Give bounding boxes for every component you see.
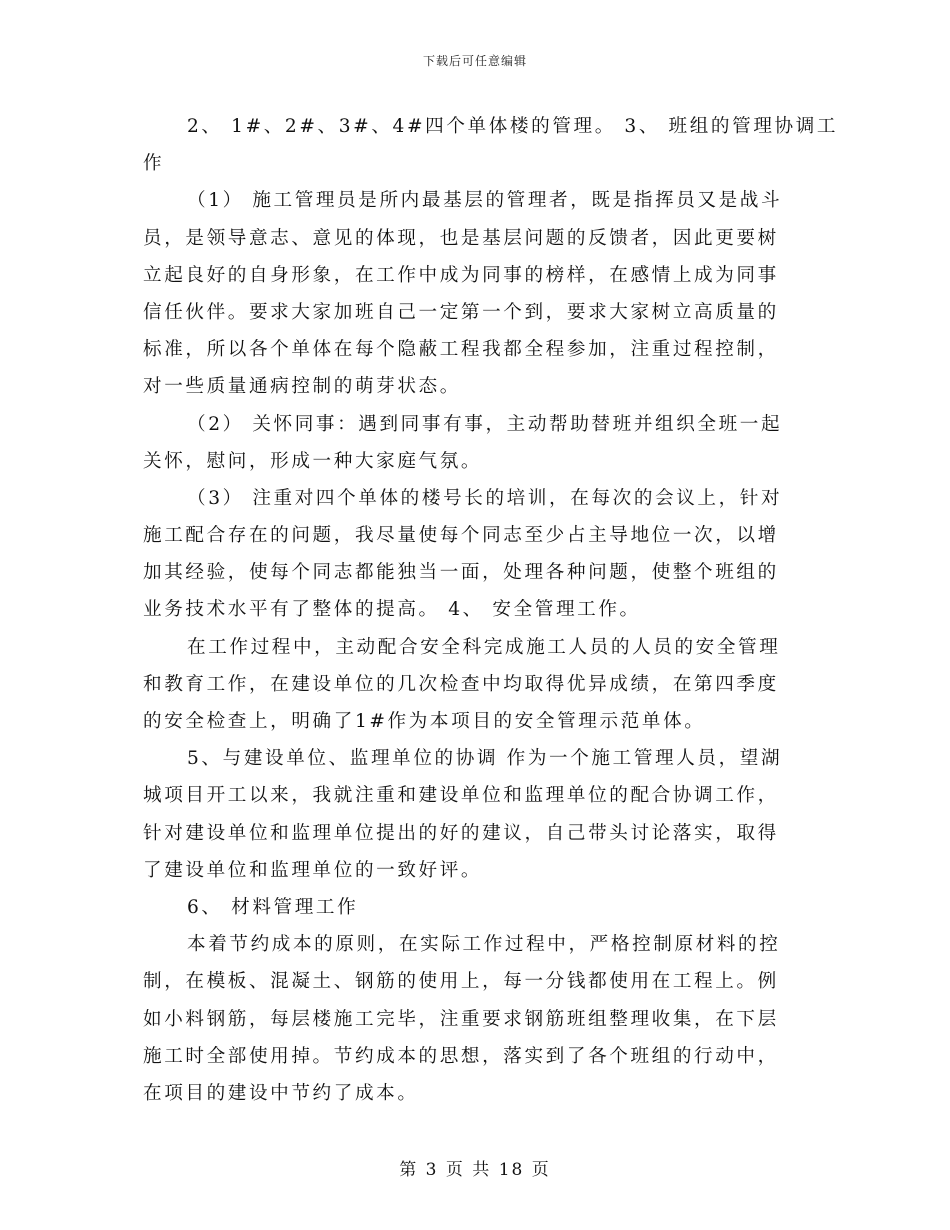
text-line: 施工时全部使用掉。节约成本的思想，落实到了各个班组的行动中， — [143, 1045, 779, 1067]
text-line: 施工配合存在的问题，我尽量使每个同志至少占主导地位一次，以增 — [143, 525, 779, 547]
text-line: 城项目开工以来，我就注重和建设单位和监理单位的配合协调工作， — [143, 785, 779, 807]
text-line: （3） 注重对四个单体的楼号长的培训，在每次的会议上，针对 — [187, 487, 783, 509]
text-line: （2） 关怀同事：遇到同事有事，主动帮助替班并组织全班一起 — [187, 413, 783, 435]
text-line: 了建设单位和监理单位的一致好评。 — [143, 859, 483, 881]
text-line: 的安全检查上，明确了1#作为本项目的安全管理示范单体。 — [143, 711, 706, 732]
text-line: 2、 1#、2#、3#、4#四个单体楼的管理。 3、 班组的管理协调工 — [187, 116, 839, 137]
text-line: 和教育工作，在建设单位的几次检查中均取得优异成绩，在第四季度 — [143, 673, 779, 695]
text-line: 员，是领导意志、意见的体现，也是基层问题的反馈者，因此更要树 — [143, 227, 779, 249]
document-body — [143, 108, 839, 1112]
text-line: 在项目的建设中节约了成本。 — [143, 1082, 419, 1104]
text-line: 对一些质量通病控制的萌芽状态。 — [143, 376, 461, 398]
text-line: 如小料钢筋，每层楼施工完毕，注重要求钢筋班组整理收集，在下层 — [143, 1008, 779, 1030]
text-line: 本着节约成本的原则，在实际工作过程中，严格控制原材料的控 — [187, 934, 781, 956]
text-line: 标准，所以各个单体在每个隐蔽工程我都全程参加，注重过程控制， — [143, 339, 779, 361]
text-line: 业务技术水平有了整体的提高。 4、 安全管理工作。 — [143, 599, 641, 621]
text-line: 作 — [143, 153, 165, 175]
text-line: 在工作过程中，主动配合安全科完成施工人员的人员的安全管理 — [187, 636, 781, 658]
text-line: （1） 施工管理员是所内最基层的管理者，既是指挥员又是战斗 — [187, 190, 783, 212]
text-line: 6、 材料管理工作 — [187, 896, 359, 918]
page-footer: 第 3 页 共 18 页 — [399, 1160, 551, 1180]
text-line: 针对建设单位和监理单位提出的好的建议，自己带头讨论落实，取得 — [143, 822, 779, 844]
text-line: 加其经验，使每个同志都能独当一面，处理各种问题，使整个班组的 — [143, 562, 779, 584]
page-header: 下载后可任意编辑 — [422, 54, 527, 68]
text-line: 关怀，慰问，形成一种大家庭气氛。 — [143, 450, 483, 472]
text-line: 立起良好的自身形象，在工作中成为同事的榜样，在感情上成为同事 — [143, 264, 779, 286]
text-line: 5、与建设单位、监理单位的协调 作为一个施工管理人员，望湖 — [187, 748, 783, 770]
text-line: 信任伙伴。要求大家加班自己一定第一个到，要求大家树立高质量的 — [143, 301, 779, 323]
text-line: 制，在模板、混凝土、钢筋的使用上，每一分钱都使用在工程上。例 — [143, 971, 779, 993]
